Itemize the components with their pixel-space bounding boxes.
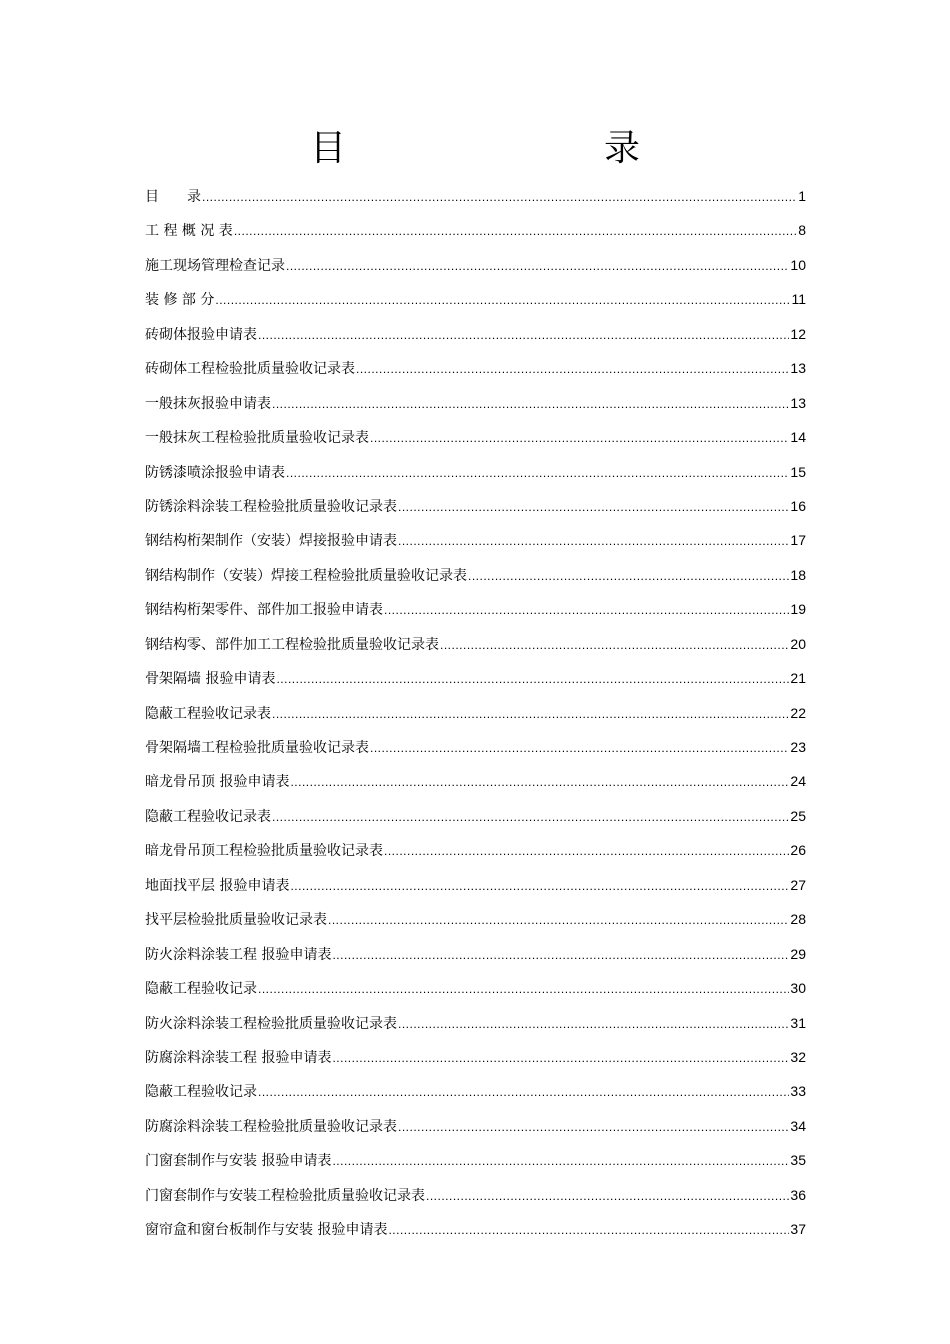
toc-entry[interactable] [145,1143,806,1177]
toc-entry-page-number: 28 [790,911,806,928]
toc-entry-page-number: 23 [790,739,806,755]
toc-entry-page-number: 10 [790,256,806,273]
toc-dot-leader [398,1110,789,1144]
toc-dot-leader [328,903,789,937]
toc-entry-page-number: 16 [790,497,806,514]
toc-entry[interactable] [145,1212,806,1246]
toc-entry[interactable] [145,696,806,730]
table-of-contents [145,179,806,1247]
toc-entry-page-number: 26 [790,842,806,859]
toc-dot-leader [290,869,789,903]
page-title: 目 录 [309,128,702,169]
toc-entry[interactable] [145,386,806,420]
toc-dot-leader [202,180,797,214]
toc-entry-label: 砖砌体工程检验批质量验收记录表 [145,361,355,378]
toc-entry-page-number: 8 [798,222,806,239]
toc-entry[interactable] [145,558,806,592]
toc-entry-label: 施工现场管理检查记录 [145,257,285,274]
toc-entry-page-number: 33 [790,1083,806,1100]
toc-entry-label: 防火涂料涂装工程 报验申请表 [145,946,332,963]
toc-entry-label: 骨架隔墙 报验申请表 [145,671,276,688]
toc-entry-label: 装 修 部 分 [145,292,215,309]
toc-entry[interactable] [145,317,806,351]
toc-entry[interactable] [145,351,806,385]
toc-dot-leader [286,456,789,490]
toc-entry[interactable] [145,833,806,867]
toc-dot-leader [290,765,789,799]
toc-entry-label: 隐蔽工程验收记录表 [145,808,271,825]
toc-dot-leader [272,697,789,731]
toc-entry[interactable] [145,868,806,902]
toc-entry-page-number: 11 [791,291,806,308]
toc-entry-page-number: 24 [790,773,806,790]
toc-dot-leader [258,1075,789,1109]
toc-dot-leader [286,249,789,283]
toc-entry-label: 防腐涂料涂装工程检验批质量验收记录表 [145,1118,397,1135]
toc-entry-page-number: 12 [790,325,806,342]
toc-entry[interactable] [145,489,806,523]
toc-dot-leader [398,490,789,524]
toc-entry[interactable] [145,730,806,764]
toc-entry-label: 防腐涂料涂装工程 报验申请表 [145,1049,332,1066]
toc-entry-page-number: 25 [790,807,806,824]
toc-dot-leader [276,662,789,696]
toc-entry[interactable] [145,937,806,971]
toc-entry-label: 骨架隔墙工程检验批质量验收记录表 [145,740,369,756]
toc-entry-label: 钢结构桁架制作（安装）焊接报验申请表 [145,533,397,550]
toc-entry[interactable] [145,213,806,247]
toc-entry-page-number: 18 [790,566,806,583]
toc-dot-leader [384,834,789,868]
toc-entry-label: 门窗套制作与安装工程检验批质量验收记录表 [145,1187,425,1204]
toc-entry[interactable] [145,764,806,798]
toc-entry[interactable] [145,282,806,316]
toc-entry[interactable] [145,1040,806,1074]
toc-entry[interactable] [145,179,806,213]
toc-entry-page-number: 31 [790,1014,806,1031]
toc-entry-label: 隐蔽工程验收记录表 [145,705,271,722]
toc-entry-page-number: 19 [790,601,806,618]
toc-dot-leader [258,972,789,1006]
toc-entry-label: 防锈涂料涂装工程检验批质量验收记录表 [145,498,397,515]
toc-entry-page-number: 20 [790,635,806,652]
toc-entry-label: 砖砌体报验申请表 [145,326,257,343]
toc-entry-label: 暗龙骨吊顶 报验申请表 [145,774,290,791]
toc-dot-leader [258,318,789,352]
toc-entry[interactable] [145,523,806,557]
toc-entry[interactable] [145,627,806,661]
toc-entry-label: 一般抹灰工程检验批质量验收记录表 [145,430,369,447]
toc-entry[interactable] [145,799,806,833]
toc-entry-label: 防锈漆喷涂报验申请表 [145,464,285,481]
toc-entry[interactable] [145,661,806,695]
toc-entry-label: 门窗套制作与安装 报验申请表 [145,1153,332,1170]
toc-entry-page-number: 13 [790,394,806,411]
toc-dot-leader [272,387,789,421]
toc-dot-leader [426,1179,789,1213]
toc-dot-leader [440,628,789,662]
toc-entry-label: 隐蔽工程验收记录 [145,1084,257,1101]
toc-dot-leader [234,214,797,248]
toc-entry[interactable] [145,1109,806,1143]
toc-dot-leader [370,731,789,765]
toc-dot-leader [384,593,789,627]
toc-entry[interactable] [145,1006,806,1040]
toc-dot-leader [398,524,789,558]
toc-dot-leader [356,352,789,386]
toc-entry-page-number: 14 [790,429,806,446]
toc-dot-leader [272,800,789,834]
toc-entry[interactable] [145,1074,806,1108]
toc-entry-label: 窗帘盒和窗台板制作与安装 报验申请表 [145,1222,388,1239]
toc-dot-leader [388,1213,789,1247]
toc-dot-leader [468,559,789,593]
toc-entry[interactable] [145,902,806,936]
toc-entry-label: 地面找平层 报验申请表 [145,877,290,894]
toc-entry[interactable] [145,592,806,626]
toc-entry-label: 工 程 概 况 表 [145,223,233,240]
toc-entry[interactable] [145,420,806,454]
toc-entry-label: 一般抹灰报验申请表 [145,395,271,412]
toc-entry[interactable] [145,248,806,282]
toc-entry-page-number: 29 [790,945,806,962]
toc-dot-leader [332,1144,789,1178]
toc-entry-page-number: 35 [790,1152,806,1169]
toc-entry-page-number: 22 [790,704,806,721]
toc-entry[interactable] [145,455,806,489]
toc-entry-label: 暗龙骨吊顶工程检验批质量验收记录表 [145,843,383,860]
toc-entry-label: 找平层检验批质量验收记录表 [145,912,327,929]
toc-entry-page-number: 13 [790,360,806,377]
toc-dot-leader [332,1041,789,1075]
toc-entry-page-number: 21 [790,670,806,687]
toc-entry-label: 钢结构桁架零件、部件加工报验申请表 [145,602,383,619]
toc-entry-page-number: 27 [790,876,806,893]
toc-entry-label: 隐蔽工程验收记录 [145,981,257,998]
toc-entry-page-number: 37 [790,1221,806,1238]
toc-entry[interactable] [145,971,806,1005]
toc-entry-page-number: 1 [798,188,806,204]
toc-dot-leader [215,283,790,317]
toc-entry-label: 防火涂料涂装工程检验批质量验收记录表 [145,1015,397,1032]
toc-entry-page-number: 17 [790,532,806,549]
toc-entry-label: 目 录 [145,189,201,205]
toc-entry-label: 钢结构制作（安装）焊接工程检验批质量验收记录表 [145,567,467,584]
toc-dot-leader [398,1007,789,1041]
toc-entry-label: 钢结构零、部件加工工程检验批质量验收记录表 [145,636,439,653]
toc-entry[interactable] [145,1178,806,1212]
toc-entry-page-number: 32 [790,1048,806,1065]
toc-entry-page-number: 36 [790,1186,806,1203]
toc-entry-page-number: 15 [790,463,806,480]
toc-dot-leader [370,421,789,455]
toc-dot-leader [332,938,789,972]
toc-entry-page-number: 30 [790,980,806,997]
toc-entry-page-number: 34 [790,1117,806,1134]
